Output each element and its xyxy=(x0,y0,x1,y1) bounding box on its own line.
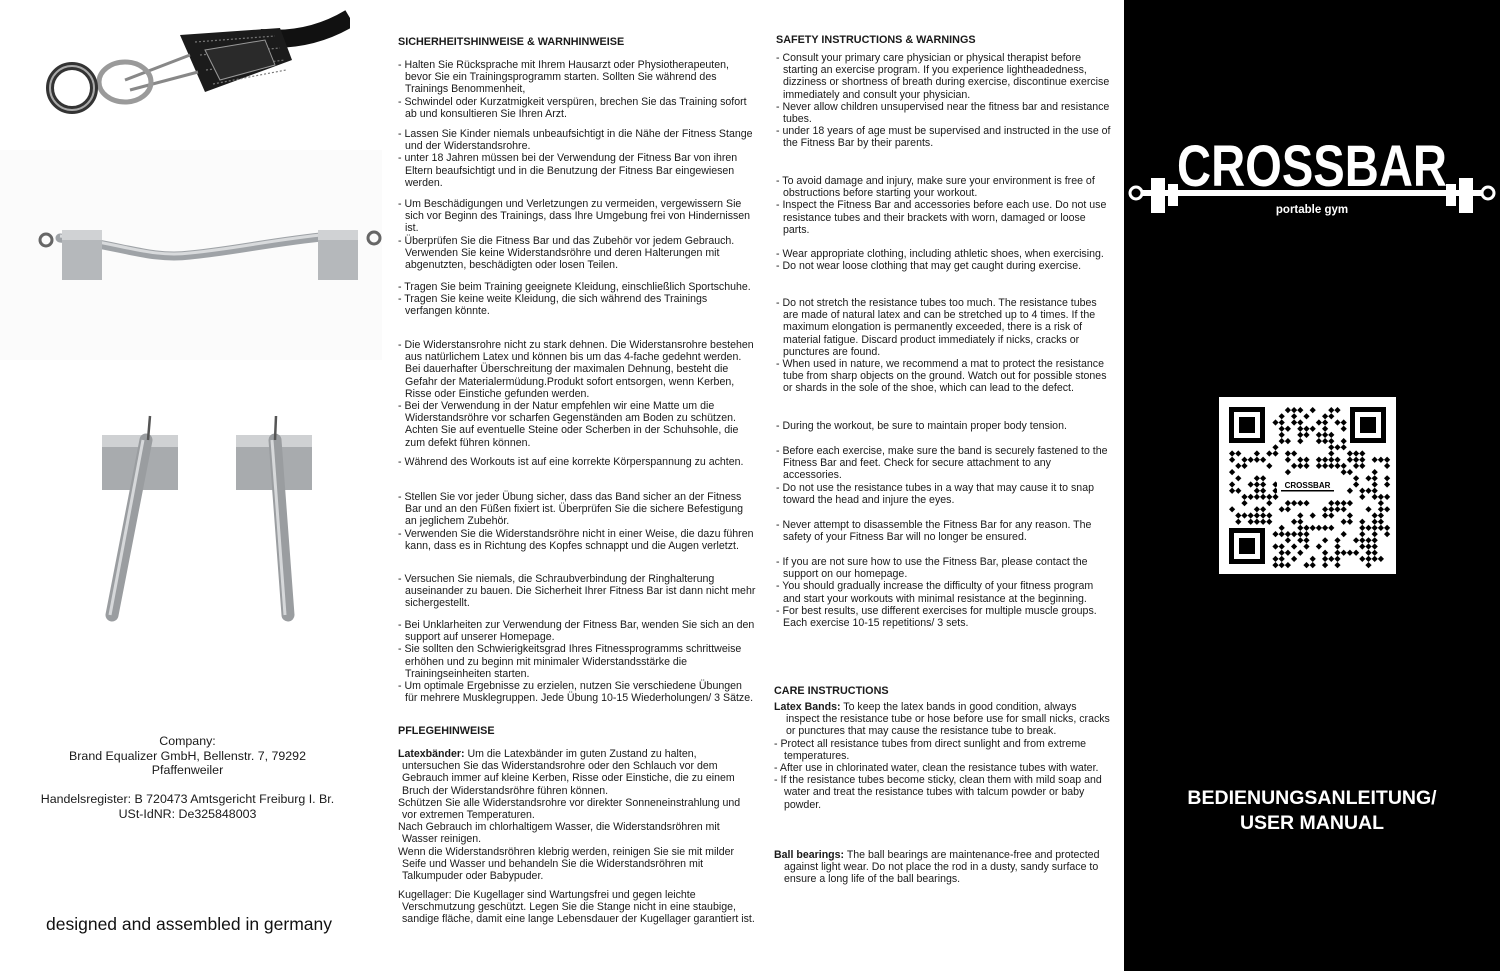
de-item: - Versuchen Sie niemals, die Schraubverbindung der Ringhalterung auseinander zu bauen. Die Sicherheit Ihrer Fitness Bar ist dann nicht mehr sichergestellt. xyxy=(398,573,756,610)
manual-title xyxy=(1124,786,1500,836)
en-care-line: - After use in chlorinated water, clean the resistance tubes with water. xyxy=(774,762,1099,775)
en-safety-heading-wrap xyxy=(776,34,1112,46)
de-bearing: Kugellager: Die Kugellager sind Wartungsfrei und gegen leichte Verschmutzung geschützt. Legen Sie die Stange nicht in eine staubige, sandige fläche, damit eine lange Lebensdauer der Kugellager garantiert ist. xyxy=(398,889,755,926)
de-item: - Um optimale Ergebnisse zu erzielen, nutzen Sie verschiedene Übungen für mehrere Musklegruppen. Jede Übung 10-15 Wiederholungen/ 3 Sätze. xyxy=(398,680,754,705)
company-line: Pfaffenweiler xyxy=(151,763,224,778)
de-item: - Lassen Sie Kinder niemals unbeaufsichtigt in die Nähe der Fitness Stange und der Widerstandsrohre. xyxy=(398,128,753,153)
en-block xyxy=(776,445,1112,506)
de-block xyxy=(398,339,756,449)
de-item: - Bei der Verwendung in der Natur empfehlen wir eine Matte um die Widerstandsröhre vor scharfen Gegenständen am Boden zu schützen. Achten Sie auf eventuelle Steine oder Scherben in der Schuhsohle, die zum defekt führen können. xyxy=(398,400,739,449)
en-item: - If you are not sure how to use the Fitness Bar, please contact the support on our homepage. xyxy=(776,556,1088,581)
cover-panel xyxy=(1124,0,1500,971)
en-block xyxy=(776,519,1112,543)
german-instructions xyxy=(384,0,762,971)
manual-title-line: BEDIENUNGSANLEITUNG/ xyxy=(1187,787,1437,809)
de-care-body xyxy=(398,748,756,882)
en-care-latex-label: Latex Bands: xyxy=(774,701,841,713)
en-item: - Inspect the Fitness Bar and accessories before each use. Do not use resistance tubes and their brackets with worn, damaged or loose parts. xyxy=(776,199,1107,236)
de-bearing-wrap xyxy=(398,889,756,926)
company-line: Company: xyxy=(159,734,216,748)
de-block xyxy=(398,619,756,704)
en-item: - under 18 years of age must be supervised and instructed in the use of the Fitness Bar by their parents. xyxy=(776,125,1111,150)
en-care-latex-text: To keep the latex bands in good condition, always inspect the resistance tube or hose before use for small nicks, cracks or punctures that may cause the resistance tube to break. xyxy=(786,701,1110,738)
de-item: - Halten Sie Rücksprache mit Ihrem Hausarzt oder Physiotherapeuten, bevor Sie ein Trainingsprogramm starten. Sollten Sie während des Trainings Benommenheit, xyxy=(398,59,729,96)
de-care-latex xyxy=(398,748,756,797)
strap-carabiner-photo xyxy=(30,0,350,130)
en-item: - Do not use the resistance tubes in a way that may cause it to snap toward the head and injure the eyes. xyxy=(776,481,1094,506)
company-info xyxy=(10,734,365,822)
brand-wordmark: CROSSBAR xyxy=(1177,134,1447,199)
en-item: - For best results, use different exercises for multiple muscle groups. Each exercise 10-15 repetitions/ 3 sets. xyxy=(776,604,1097,630)
de-block xyxy=(398,456,756,468)
company-line: Brand Equalizer GmbH, Bellenstr. 7, 79292 xyxy=(69,748,306,763)
en-item: - You should gradually increase the difficulty of your fitness program and start your workouts with minimal resistance at the beginning. xyxy=(776,580,1094,605)
de-item: - Die Widerstansrohre nicht zu stark dehnen. Die Widerstansrohre bestehen aus natürlichem Latex und können bis um das 4-fache gedehnt werden. Bei dauerhafter Überschreitung der maximalen Dehnung, besteht die Gefahr der Materialermüdung.Produkt sofort entsorgen, wenn Kerben, Risse oder Einstiche gefunden werden. xyxy=(398,339,754,400)
de-item: - Tragen Sie keine weite Kleidung, die sich während des Trainings verfangen könnte. xyxy=(398,293,708,318)
de-block xyxy=(398,491,756,552)
en-item: - Never allow children unsupervised near the fitness bar and resistance tubes. xyxy=(776,100,1110,126)
brand-subtitle: portable gym xyxy=(1275,204,1349,216)
de-item: - unter 18 Jahren müssen bei der Verwendung der Fitness Bar von ihren Eltern beaufsichtigt und in die Benutzung der Fitness Bar eingewiesen werden. xyxy=(398,152,738,189)
en-bearing-text: The ball bearings are maintenance-free and protected against light wear. Do not place the rod in a dusty, sandy surface to ensure a long life of the ball bearings. xyxy=(784,849,1100,886)
de-care-heading: PFLEGEHINWEISE xyxy=(398,725,495,737)
en-block xyxy=(776,52,1112,150)
en-block xyxy=(776,248,1112,272)
en-item: - Never attempt to disassemble the Fitness Bar for any reason. The safety of your Fitness Bar will no longer be ensured. xyxy=(776,519,1092,544)
de-item: - Stellen Sie vor jeder Übung sicher, dass das Band sicher an der Fitness Bar und an den Füßen fixiert ist. Überprüfen Sie die sichere Befestigung an jeglichem Zubehör. xyxy=(398,491,744,528)
en-block xyxy=(776,420,1112,432)
en-care-heading: CARE INSTRUCTIONS xyxy=(774,685,889,697)
designed-tagline: designed and assembled in germany xyxy=(46,914,333,934)
qr-center-label: CROSSBAR xyxy=(1284,481,1331,490)
de-item: - Schwindel oder Kurzatmigkeit verspüren, brechen Sie das Training sofort ab und konsultieren Sie Ihren Arzt. xyxy=(398,95,747,120)
en-care-line: - If the resistance tubes become sticky, clean them with mild soap and water and treat the resistance tubes with talcum powder or baby powder. xyxy=(774,774,1102,811)
en-item: - Do not stretch the resistance tubes too much. The resistance tubes are made of natural latex and can be stretched up to 4 times. If the maximum elongation is permanently exceeded, there is a risk of material fatigue. Discard product immediately if nicks, cracks or punctures are found. xyxy=(776,297,1097,358)
de-care-line: Nach Gebrauch im chlorhaltigem Wasser, die Widerstandsröhren mit Wasser reinigen. xyxy=(398,821,720,846)
de-care-latex-text: Um die Latexbänder im guten Zustand zu halten, untersuchen Sie das Widerstandsrohre oder den Schlauch vor dem Gebrauch immer auf kleine Kerben, Risse oder Einstiche, die zu einem Bruch der Widerstandsröhre führen können. xyxy=(402,748,735,797)
en-bearing-label: Ball bearings: xyxy=(774,849,845,861)
en-block xyxy=(776,175,1112,236)
company-spacer xyxy=(10,778,365,793)
de-care-line: Wenn die Widerstandsröhren klebrig werden, reinigen Sie sie mit milder Seife und Wasser und behandeln Sie die Widerstandsröhren mit Talkumpuder oder Babypuder. xyxy=(398,845,735,883)
en-block xyxy=(776,297,1112,395)
product-photo-column xyxy=(0,0,382,971)
en-block xyxy=(776,556,1112,629)
de-item: - Verwenden Sie die Widerstandsröhre nicht in einer Weise, die dazu führen kann, dass es in Richtung des Kopfes schnappt und die Augen verletzt. xyxy=(398,527,754,552)
fitness-bar-photo xyxy=(0,150,382,360)
en-item: - Wear appropriate clothing, including athletic shoes, when exercising. xyxy=(776,248,1104,260)
en-care-body xyxy=(774,701,1112,811)
en-item: - Before each exercise, make sure the band is securely fastened to the Fitness Bar and feet. Check for secure attachment to any accessories. xyxy=(776,445,1108,482)
de-block xyxy=(398,198,756,271)
crossbar-logo xyxy=(1124,130,1500,230)
en-bearing xyxy=(774,849,1112,886)
de-block xyxy=(398,573,756,610)
en-item: - Do not wear loose clothing that may get caught during exercise. xyxy=(776,260,1082,273)
de-care-line: Schützen Sie alle Widerstandsrohre vor direkter Sonneneinstrahlung und vor extremen Temperaturen. xyxy=(398,796,741,822)
de-item: - Überprüfen Sie die Fitness Bar und das Zubehör vor jedem Gebrauch. Verwenden Sie keine Widerstandsröhre und deren Halterungen mit abgenutzten, beschädigten oder losen Teilen. xyxy=(398,234,735,272)
de-item: - Während des Workouts ist auf eine korrekte Körperspannung zu achten. xyxy=(398,456,744,468)
de-block xyxy=(398,59,756,120)
company-line: Handelsregister: B 720473 Amtsgericht Freiburg I. Br. xyxy=(40,792,335,807)
en-item: - During the workout, be sure to maintain proper body tension. xyxy=(776,420,1067,432)
de-block xyxy=(398,281,756,318)
de-item: - Tragen Sie beim Training geeignete Kleidung, einschließlich Sportschuhe. xyxy=(398,281,751,293)
company-line: USt-IdNR: De325848003 xyxy=(118,806,257,821)
en-item: - Consult your primary care physician or physical therapist before starting an exercise program. If you experience lightheadedness, dizziness or shortness of breath during exercise, discontinue exercise immediately and consult your physician. xyxy=(776,52,1110,101)
manual-title-line: USER MANUAL xyxy=(1239,812,1385,834)
de-safety-heading-wrap xyxy=(398,36,756,48)
en-item: - When used in nature, we recommend a mat to protect the resistance tube from sharp objects on the ground. Watch out for possible stones or shards in the sole of the shoe, which can lead to the defect. xyxy=(776,358,1107,395)
en-care xyxy=(774,685,1112,697)
de-care-latex-label: Latexbänder: xyxy=(398,748,465,760)
de-item: - Bei Unklarheiten zur Verwendung der Fitness Bar, wenden Sie sich an den support auf unserer Homepage. xyxy=(398,619,755,644)
de-item: - Sie sollten den Schwierigkeitsgrad Ihres Fitnessprogramms schrittweise erhöhen und zu beginn mit minimaler Widerstandsstärke die Trainingseinheiten starten. xyxy=(398,643,742,680)
de-block xyxy=(398,128,756,189)
qr-code[interactable] xyxy=(1219,397,1396,574)
en-care-latex xyxy=(774,701,1112,738)
rods-photo xyxy=(90,410,320,630)
en-item: - To avoid damage and injury, make sure your environment is free of obstructions before starting your workout. xyxy=(776,175,1095,200)
en-care-line: - Protect all resistance tubes from direct sunlight and from extreme temperatures. xyxy=(774,737,1087,762)
de-safety-heading: SICHERHEITSHINWEISE & WARNHINWEISE xyxy=(398,36,625,48)
en-safety-heading: SAFETY INSTRUCTIONS & WARNINGS xyxy=(776,34,976,46)
english-instructions xyxy=(768,0,1118,971)
de-item: - Um Beschädigungen und Verletzungen zu vermeiden, vergewissern Sie sich vor Beginn des Trainings, dass Ihre Umgebung frei von Hindernissen ist. xyxy=(398,198,751,235)
de-care xyxy=(398,725,756,737)
en-bearing-wrap xyxy=(774,849,1112,886)
